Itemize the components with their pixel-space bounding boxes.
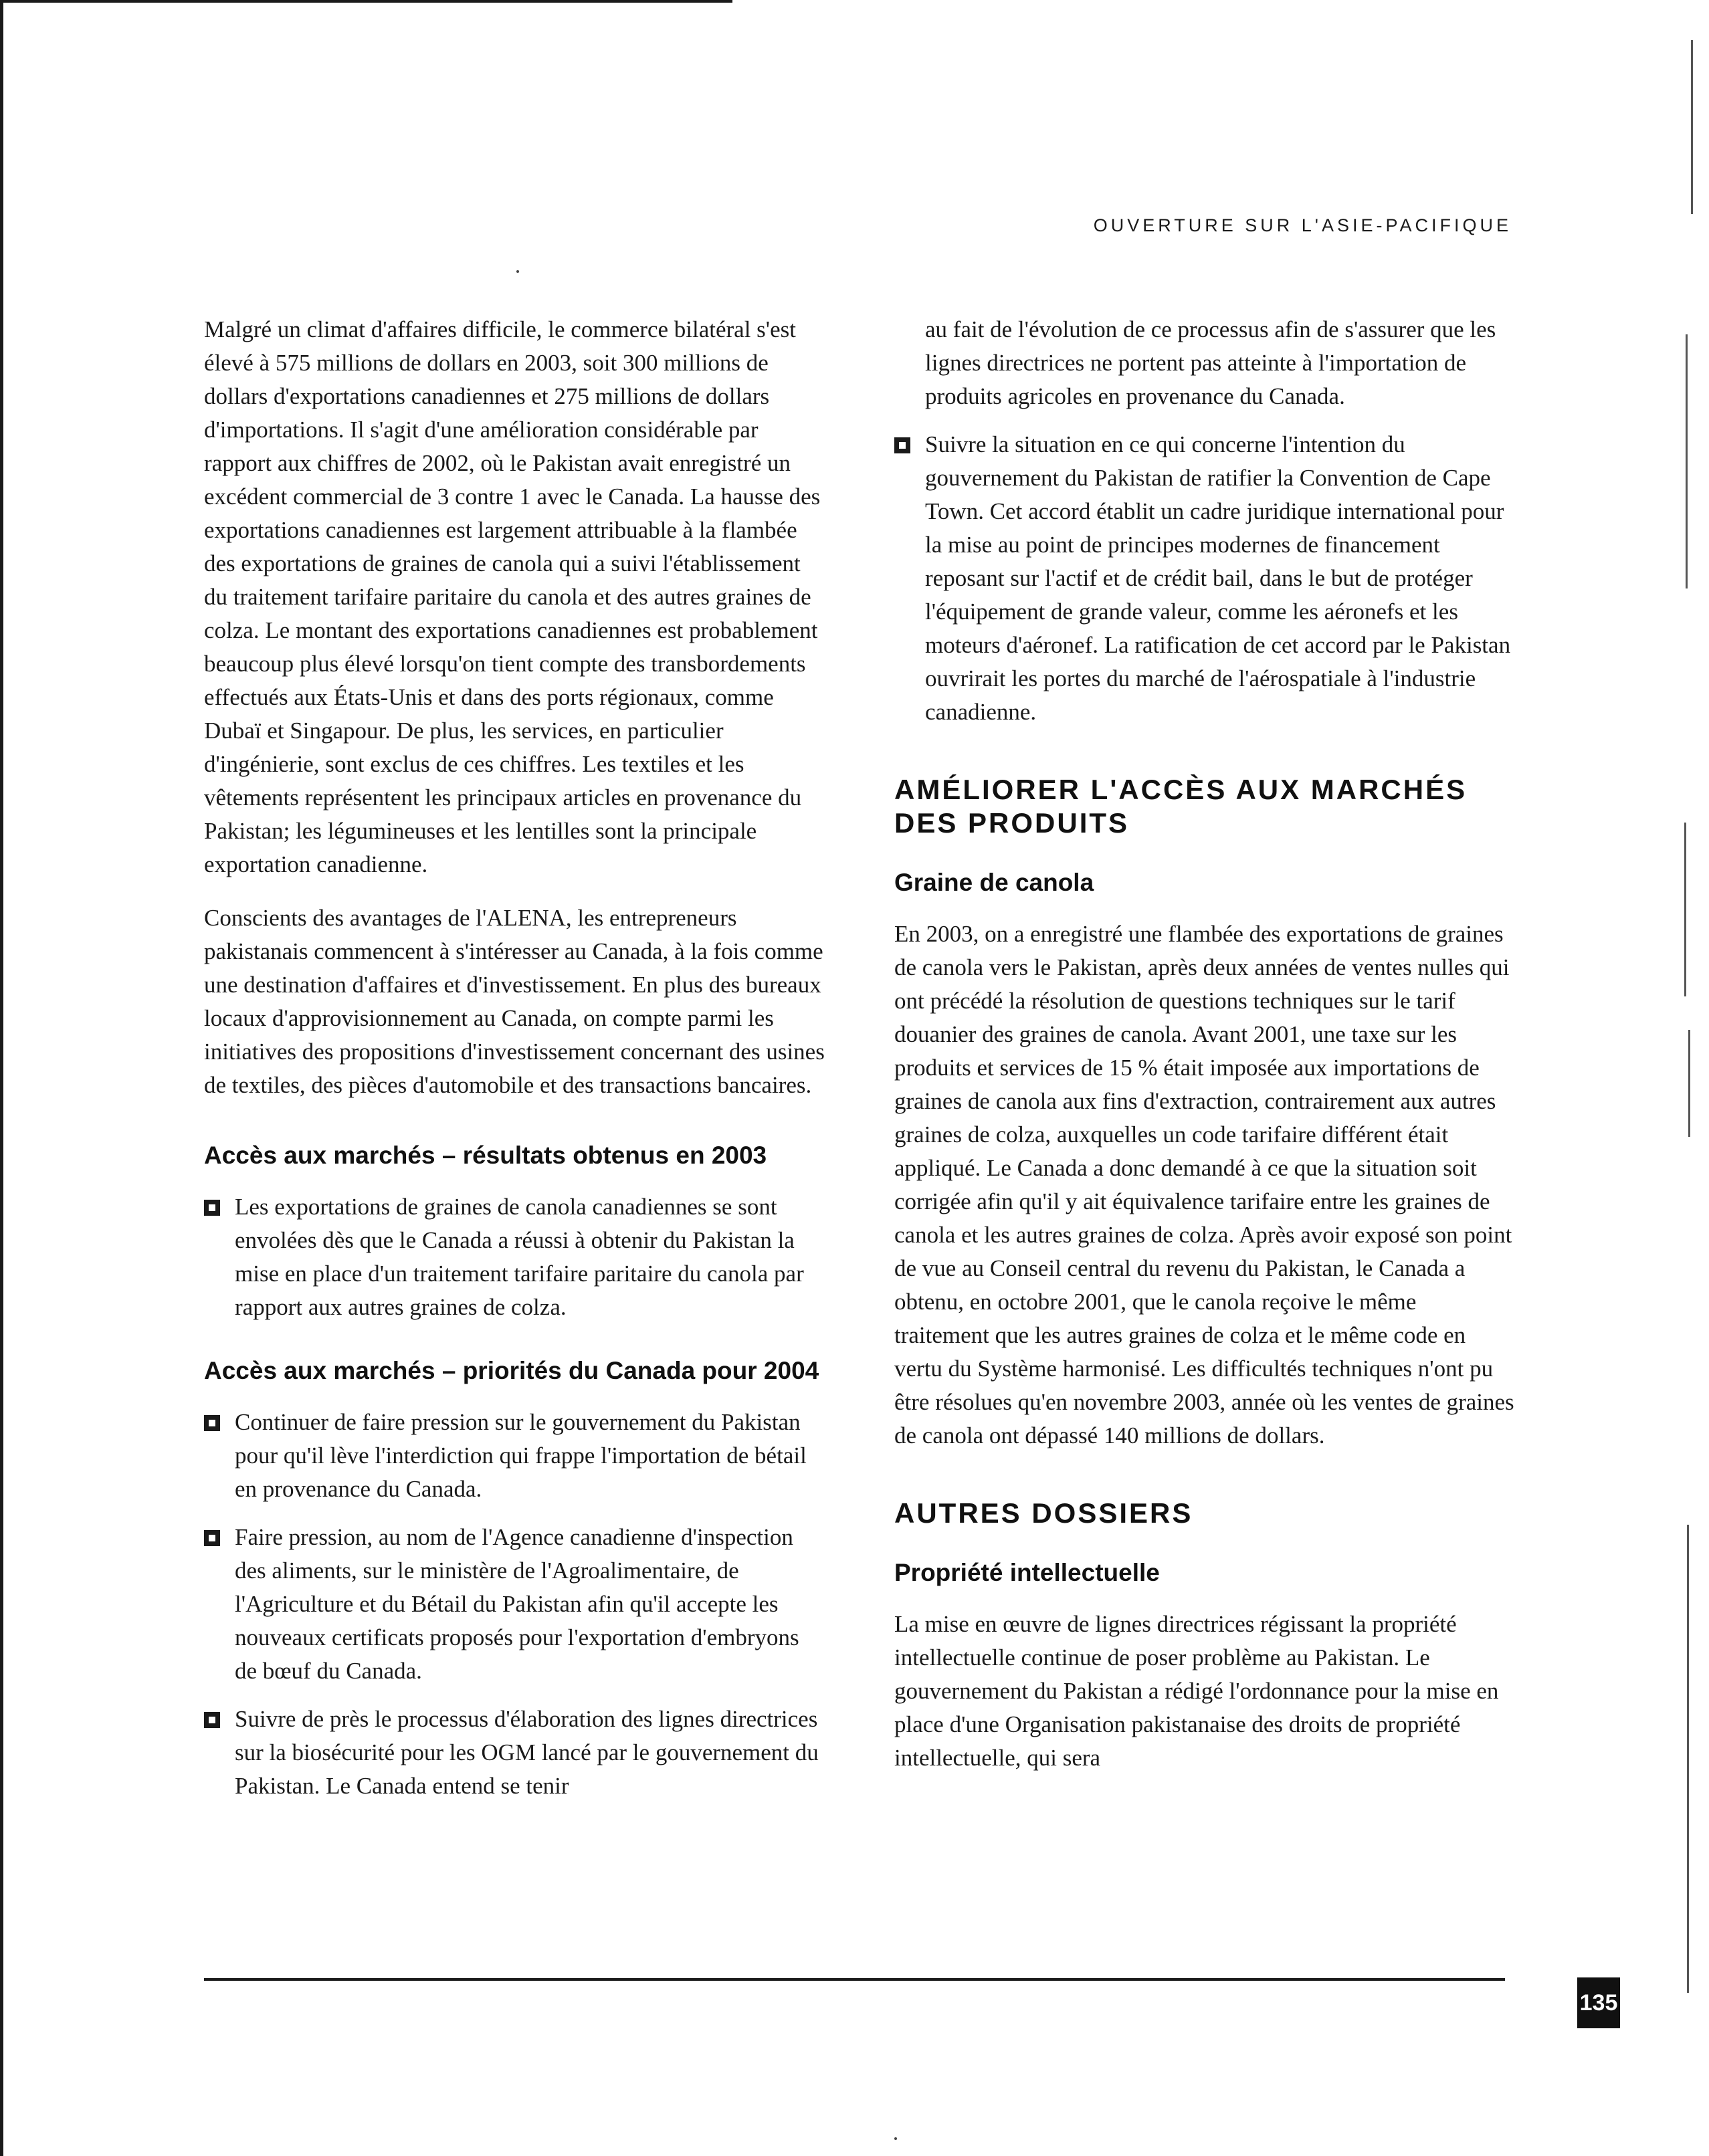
list-item	[204, 1703, 826, 1803]
scan-edge-mark	[1687, 1525, 1689, 1993]
square-bullet-icon	[204, 1415, 220, 1431]
list-item-text: Continuer de faire pression sur le gouvernement du Pakistan pour qu'il lève l'interdiction qui frappe l'importation de bétail en provenance du Canada.	[235, 1409, 807, 1502]
top-rule	[0, 0, 732, 3]
scan-speck	[516, 270, 519, 273]
results-list	[204, 1190, 826, 1324]
subheading-results-2003: Accès aux marchés – résultats obtenus en 2003	[204, 1142, 767, 1169]
list-item-continued	[894, 313, 1516, 413]
subheading-canola: Graine de canola	[894, 869, 1094, 896]
list-item-text: au fait de l'évolution de ce processus afin de s'assurer que les lignes directrices ne portent pas atteinte à l'importation de produits agricoles en provenance du Canada.	[925, 316, 1496, 409]
scan-edge-mark	[1684, 823, 1686, 996]
subheading-priorities-2004: Accès aux marchés – priorités du Canada pour 2004	[204, 1357, 819, 1384]
page-number-badge: 135	[1577, 1977, 1620, 2028]
square-bullet-icon	[204, 1200, 220, 1216]
scan-edge-mark	[1691, 40, 1693, 214]
list-item	[204, 1521, 826, 1688]
right-column	[894, 313, 1516, 1795]
body-paragraph: Malgré un climat d'affaires difficile, le commerce bilatéral s'est élevé à 575 millions de dollars en 2003, soit 300 millions de dollars d'exportations canadiennes et 275 millions de dollars d'importations. Il s'agit d'une amélioration considérable par rapport aux chiffres de 2002, où le Pakistan avait enregistré un excédent commercial de 3 contre 1 avec le Canada. La hausse des exportations canadiennes est largement attribuable à la flambée des exportations de graines de canola qui a suivi l'établissement du traitement tarifaire paritaire du canola et des autres graines de colza. Le montant des exportations canadiennes est probablement beaucoup plus élevé lorsqu'on tient compte des transbordements effectués aux États-Unis et dans des ports régionaux, comme Dubaï et Singapour. De plus, les services, en particulier d'ingénierie, sont exclus de ces chiffres. Les textiles et les vêtements représentent les principaux articles en provenance du Pakistan; les légumineuses et les lentilles sont la principale exportation canadienne.	[204, 316, 821, 877]
list-item	[204, 1190, 826, 1324]
scan-speck	[894, 2137, 897, 2140]
body-paragraph: En 2003, on a enregistré une flambée des exportations de graines de canola vers le Pakistan, après deux années de ventes nulles qui ont précédé la résolution de questions techniques sur le tarif douanier des graines de canola. Avant 2001, une taxe sur les produits et services de 15 % était imposée aux importations de graines de canola aux fins d'extraction, contrairement aux autres graines de colza, auxquelles un code tarifaire différent était appliqué. Le Canada a donc demandé à ce que la situation soit corrigée afin qu'il y ait équivalence tarifaire entre les graines de canola et les autres graines de colza. Après avoir exposé son point de vue au Conseil central du revenu du Pakistan, le Canada a obtenu, en octobre 2001, que le canola reçoive le même traitement que les autres graines de colza et le même code en vertu du Système harmonisé. Les difficultés techniques n'ont pu être résolues qu'en novembre 2003, année où les ventes de graines de canola ont dépassé 140 millions de dollars.	[894, 921, 1514, 1448]
square-bullet-icon	[894, 437, 910, 453]
continued-list	[894, 313, 1516, 729]
list-item	[894, 428, 1516, 729]
body-paragraph: Conscients des avantages de l'ALENA, les entrepreneurs pakistanais commencent à s'intéresser au Canada, à la fois comme une destination d'affaires et d'investissement. En plus des bureaux locaux d'approvisionnement au Canada, on compte parmi les initiatives des propositions d'investissement concernant des usines de textiles, des pièces d'automobile et des transactions bancaires.	[204, 905, 825, 1098]
scan-edge-mark	[1688, 1030, 1690, 1137]
list-item-text: Faire pression, au nom de l'Agence canadienne d'inspection des aliments, sur le ministère de l'Agroalimentaire, de l'Agriculture et du Bétail du Pakistan afin qu'il accepte les nouveaux certificats proposés pour l'exportation d'embryons de bœuf du Canada.	[235, 1524, 799, 1684]
list-item-text: Suivre la situation en ce qui concerne l'intention du gouvernement du Pakistan de ratifier la Convention de Cape Town. Cet accord établit un cadre juridique international pour la mise au point de principes modernes de financement reposant sur l'actif et de crédit bail, dans le but de protéger l'équipement de grande valeur, comme les aéronefs et les moteurs d'aéronef. La ratification de cet accord par le Pakistan ouvrirait les portes du marché de l'aérospatiale à l'industrie canadienne.	[925, 431, 1511, 725]
body-paragraph: La mise en œuvre de lignes directrices régissant la propriété intellectuelle continue de poser problème au Pakistan. Le gouvernement du Pakistan a rédigé l'ordonnance pour la mise en place d'une Organisation pakistanaise des droits de propriété intellectuelle, qui sera	[894, 1611, 1499, 1771]
square-bullet-icon	[204, 1530, 220, 1546]
section-heading-other-files: AUTRES DOSSIERS	[894, 1497, 1193, 1529]
priorities-list	[204, 1406, 826, 1803]
subheading-intellectual-property: Propriété intellectuelle	[894, 1559, 1160, 1586]
square-bullet-icon	[204, 1712, 220, 1728]
section-heading-market-access: AMÉLIORER L'ACCÈS AUX MARCHÉS DES PRODUITS	[894, 774, 1468, 839]
footer-rule	[204, 1978, 1505, 1981]
list-item-text: Suivre de près le processus d'élaboration des lignes directrices sur la biosécurité pour les OGM lancé par le gouvernement du Pakistan. Le Canada entend se tenir	[235, 1706, 819, 1799]
list-item	[204, 1406, 826, 1506]
list-item-text: Les exportations de graines de canola canadiennes se sont envolées dès que le Canada a réussi à obtenir du Pakistan la mise en place d'un traitement tarifaire paritaire du canola par rapport aux autres graines de colza.	[235, 1194, 804, 1320]
scan-edge-mark	[1686, 334, 1688, 588]
running-head: OUVERTURE SUR L'ASIE-PACIFIQUE	[1093, 215, 1512, 235]
page-left-edge	[0, 0, 3, 2156]
left-column	[204, 313, 826, 1818]
